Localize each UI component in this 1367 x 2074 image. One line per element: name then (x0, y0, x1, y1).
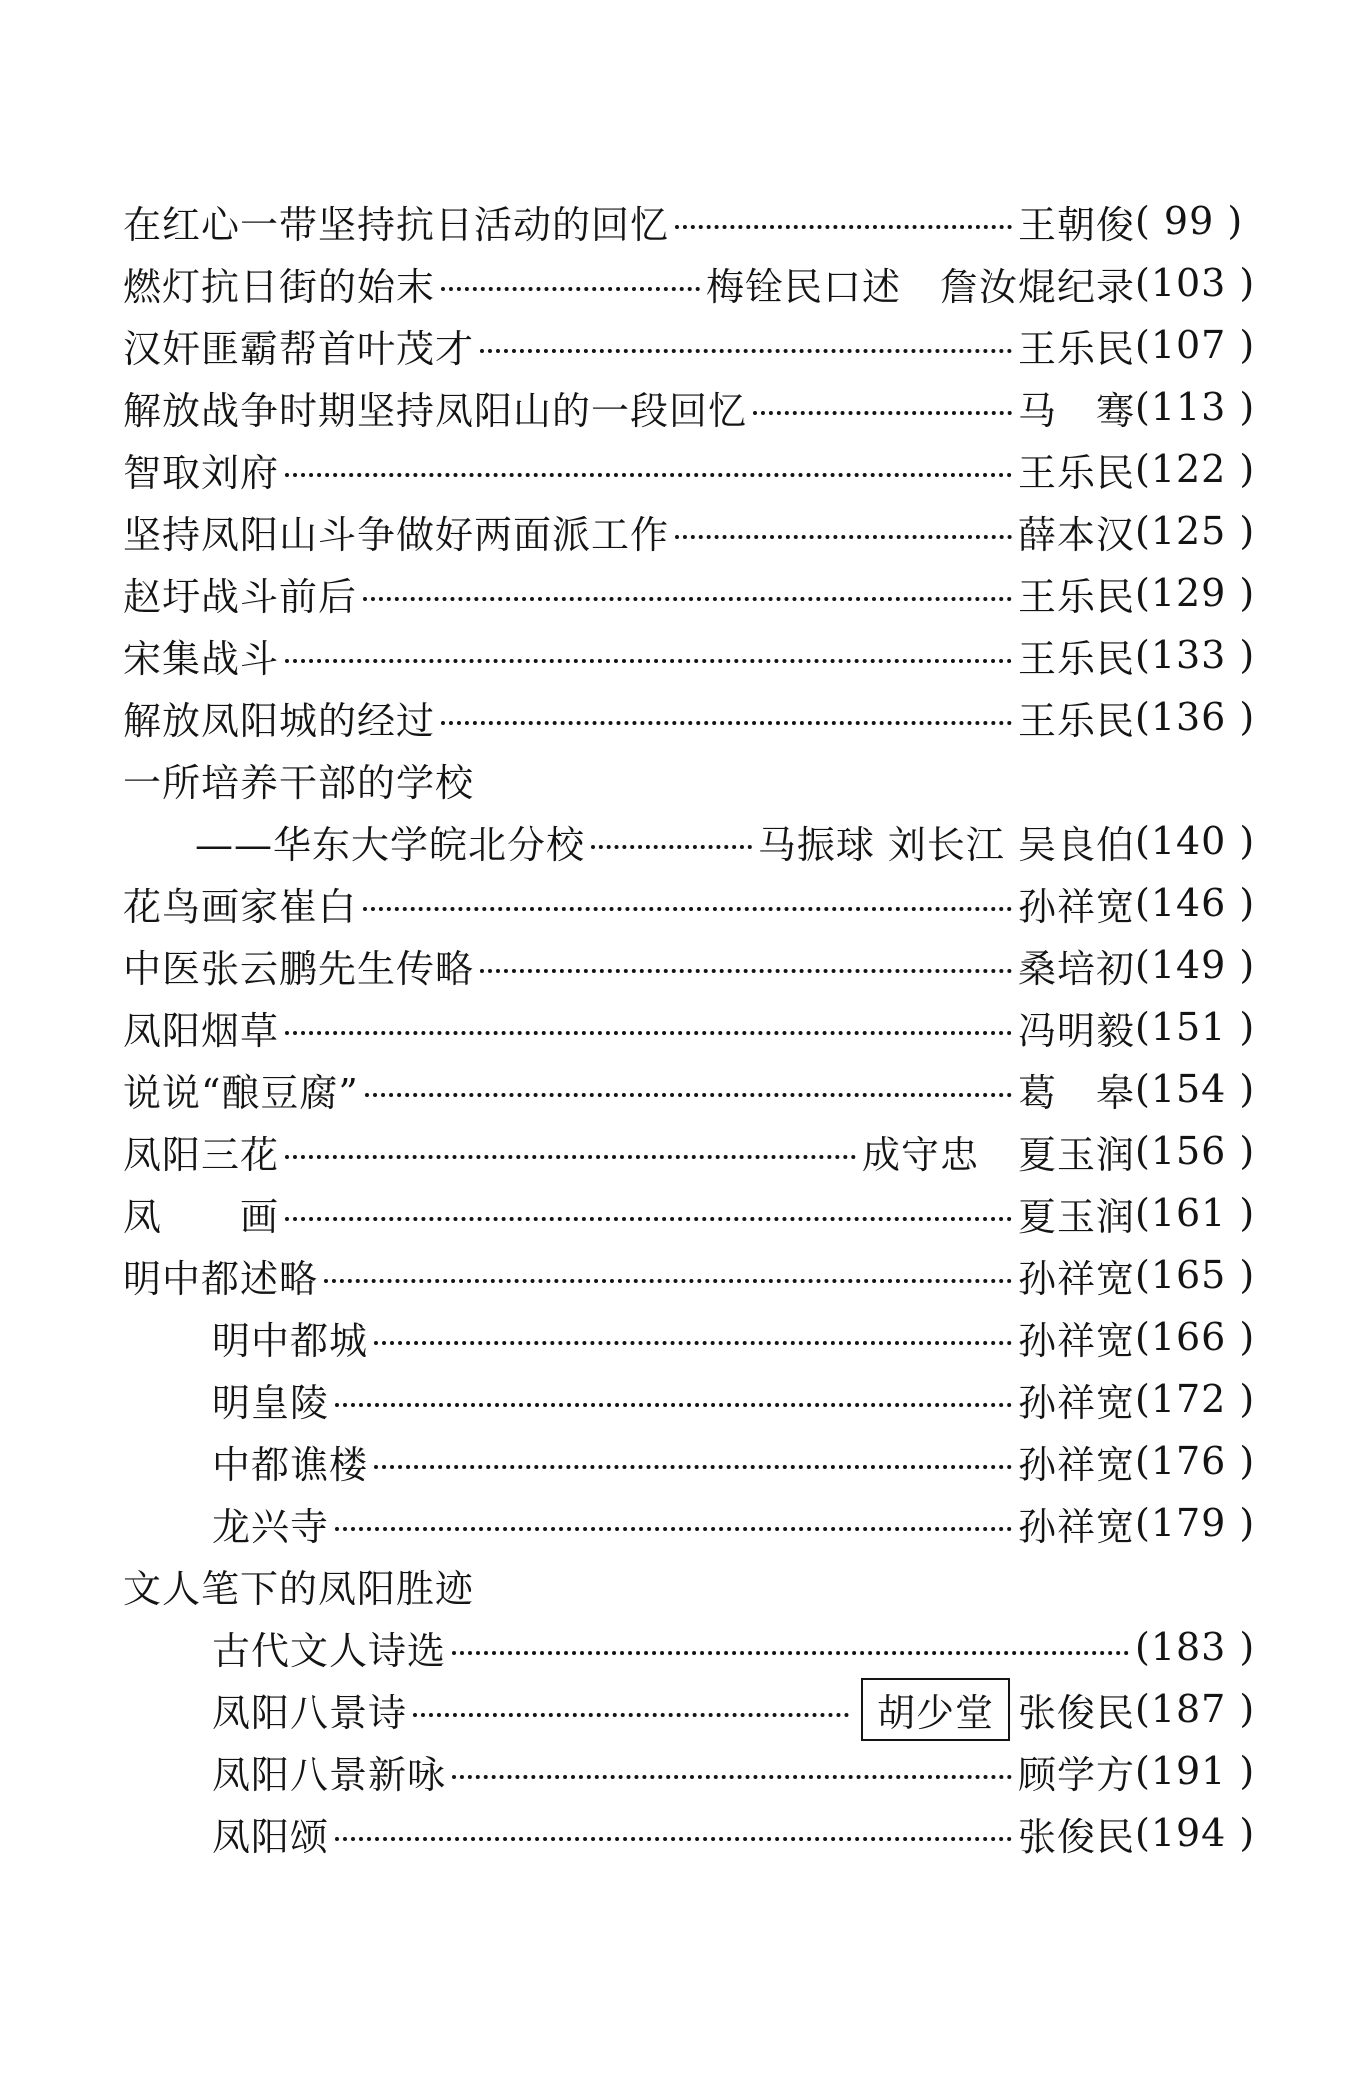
toc-entry (0, 810, 1367, 872)
dot-leader (285, 659, 1012, 663)
toc-entry (0, 1182, 1367, 1244)
dot-leader (285, 1031, 1012, 1035)
dot-leader (441, 287, 700, 291)
entry-page: (156 ) (1135, 1129, 1256, 1173)
entry-author: 桑培初 (1017, 946, 1135, 991)
entry-title: 花鸟画家崔白 (123, 884, 358, 929)
dot-leader (591, 845, 752, 849)
toc-entry (0, 1368, 1367, 1430)
entry-author: 顾学方 (1017, 1752, 1135, 1797)
entry-page: (146 ) (1135, 881, 1256, 925)
dot-leader (374, 1465, 1012, 1469)
entry-page: (166 ) (1135, 1315, 1256, 1359)
toc-entry (0, 1244, 1367, 1306)
entry-author: 王朝俊 (1017, 202, 1135, 247)
entry-title: 凤阳三花 (123, 1132, 280, 1177)
entry-page: (136 ) (1135, 695, 1256, 739)
toc-entry (0, 252, 1367, 314)
entry-title: ——华东大学皖北分校 (195, 822, 586, 867)
dot-leader (452, 1775, 1012, 1779)
toc-entry (0, 1616, 1367, 1678)
toc-entry (0, 1058, 1367, 1120)
entry-author: 王乐民 (1017, 574, 1135, 619)
entry-page: (133 ) (1135, 633, 1256, 677)
entry-page: (161 ) (1135, 1191, 1256, 1235)
entry-page: (122 ) (1135, 447, 1256, 491)
entry-title: 解放战争时期坚持凤阳山的一段回忆 (123, 388, 748, 433)
entry-author: 马 骞 (1017, 388, 1135, 433)
entry-title: 解放凤阳城的经过 (123, 698, 436, 743)
section-title: 文人笔下的凤阳胜迹 (123, 1566, 475, 1611)
entry-title: 坚持凤阳山斗争做好两面派工作 (123, 512, 670, 557)
entry-author: 孙祥宽 (1017, 884, 1135, 929)
entry-page: (140 ) (1135, 819, 1256, 863)
dot-leader (285, 473, 1012, 477)
entry-author: 张俊民 (1017, 1814, 1135, 1859)
entry-author: 张俊民 (1017, 1690, 1135, 1735)
entry-author: 成守忠 夏玉润 (861, 1132, 1135, 1177)
entry-author: 孙祥宽 (1017, 1256, 1135, 1301)
entry-author: 孙祥宽 (1017, 1318, 1135, 1363)
toc-entry (0, 686, 1367, 748)
entry-author: 孙祥宽 (1017, 1380, 1135, 1425)
dot-leader (335, 1527, 1012, 1531)
entry-title: 汉奸匪霸帮首叶茂才 (123, 326, 475, 371)
entry-title: 在红心一带坚持抗日活动的回忆 (123, 202, 670, 247)
toc-entry (0, 190, 1367, 252)
entry-page: (183 ) (1135, 1625, 1256, 1669)
entry-title: 龙兴寺 (212, 1504, 330, 1549)
entry-page: (165 ) (1135, 1253, 1256, 1297)
toc-entry (0, 872, 1367, 934)
entry-page: (194 ) (1135, 1811, 1256, 1855)
dot-leader (480, 969, 1012, 973)
toc-entry (0, 1306, 1367, 1368)
entry-page: (151 ) (1135, 1005, 1256, 1049)
toc-heading (0, 1554, 1367, 1616)
entry-author: 梅铨民口述 詹汝焜纪录 (705, 264, 1135, 309)
toc-entry (0, 624, 1367, 686)
entry-page: (113 ) (1135, 385, 1256, 429)
dot-leader (413, 1713, 849, 1717)
boxed-author: 胡少堂 (861, 1678, 1010, 1741)
entry-title: 古代文人诗选 (212, 1628, 447, 1673)
entry-title: 赵圩战斗前后 (123, 574, 358, 619)
toc-entry (0, 500, 1367, 562)
entry-title: 明皇陵 (212, 1380, 330, 1425)
dot-leader (363, 907, 1012, 911)
entry-author: 夏玉润 (1017, 1194, 1135, 1239)
entry-page: (125 ) (1135, 509, 1256, 553)
toc-entry (0, 1678, 1367, 1740)
entry-author: 王乐民 (1017, 636, 1135, 681)
dot-leader (363, 597, 1012, 601)
entry-page: ( 99 ) (1135, 199, 1244, 243)
toc-entry (0, 1430, 1367, 1492)
entry-author: 孙祥宽 (1017, 1504, 1135, 1549)
entry-page: (149 ) (1135, 943, 1256, 987)
dot-leader (675, 225, 1012, 229)
dot-leader (675, 535, 1012, 539)
entry-page: (187 ) (1135, 1687, 1256, 1731)
entry-page: (191 ) (1135, 1749, 1256, 1793)
dot-leader (324, 1279, 1012, 1283)
dot-leader (285, 1217, 1012, 1221)
entry-page: (129 ) (1135, 571, 1256, 615)
entry-page: (172 ) (1135, 1377, 1256, 1421)
entry-title: 凤阳八景新咏 (212, 1752, 447, 1797)
entry-author: 薛本汉 (1017, 512, 1135, 557)
entry-author: 马振球 刘长江 吴良伯 (757, 822, 1135, 867)
toc-entry (0, 314, 1367, 376)
entry-title: 凤阳八景诗 (212, 1690, 408, 1735)
entry-title: 中都谯楼 (212, 1442, 369, 1487)
toc-entry (0, 996, 1367, 1058)
toc-entry (0, 376, 1367, 438)
entry-author: 孙祥宽 (1017, 1442, 1135, 1487)
toc-entry (0, 562, 1367, 624)
section-title: 一所培养干部的学校 (123, 760, 475, 805)
dot-leader (285, 1155, 856, 1159)
entry-title: 明中都城 (212, 1318, 369, 1363)
entry-page: (107 ) (1135, 323, 1256, 367)
entry-title: 说说“酿豆腐” (123, 1070, 359, 1115)
entry-title: 智取刘府 (123, 450, 280, 495)
dot-leader (335, 1403, 1012, 1407)
toc-entry (0, 1492, 1367, 1554)
entry-title: 凤阳颂 (212, 1814, 330, 1859)
dot-leader (374, 1341, 1012, 1345)
entry-author: 王乐民 (1017, 450, 1135, 495)
dot-leader (365, 1093, 1012, 1097)
toc-entry (0, 934, 1367, 996)
entry-title: 中医张云鹏先生传略 (123, 946, 475, 991)
dot-leader (452, 1651, 1129, 1655)
entry-author: 王乐民 (1017, 326, 1135, 371)
entry-author: 冯明毅 (1017, 1008, 1135, 1053)
entry-author: 王乐民 (1017, 698, 1135, 743)
entry-page: (176 ) (1135, 1439, 1256, 1483)
entry-title: 凤阳烟草 (123, 1008, 280, 1053)
dot-leader (441, 721, 1012, 725)
toc-entry (0, 1740, 1367, 1802)
toc-entry (0, 438, 1367, 500)
dot-leader (753, 411, 1012, 415)
entry-author: 葛 皋 (1017, 1070, 1135, 1115)
entry-title: 明中都述略 (123, 1256, 319, 1301)
entry-page: (179 ) (1135, 1501, 1256, 1545)
toc-heading (0, 748, 1367, 810)
toc-entry (0, 1802, 1367, 1864)
entry-page: (154 ) (1135, 1067, 1256, 1111)
entry-title: 宋集战斗 (123, 636, 280, 681)
toc-entry (0, 1120, 1367, 1182)
entry-title: 燃灯抗日街的始末 (123, 264, 436, 309)
dot-leader (335, 1837, 1012, 1841)
entry-page: (103 ) (1135, 261, 1256, 305)
dot-leader (480, 349, 1012, 353)
entry-title: 凤 画 (123, 1194, 280, 1239)
